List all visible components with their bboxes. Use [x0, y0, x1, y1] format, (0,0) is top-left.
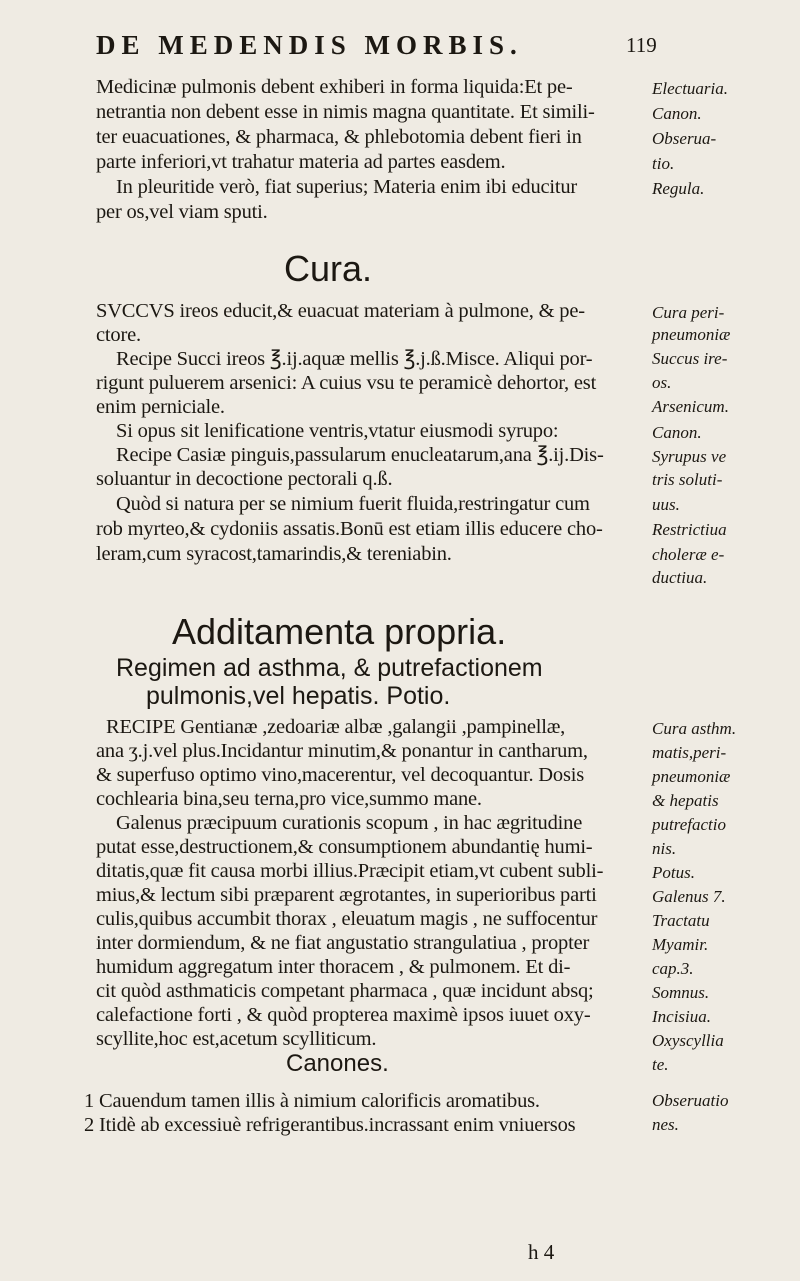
margin-note: Cura asthm. [652, 719, 737, 738]
margin-note: Galenus 7. [652, 887, 726, 906]
margin-note: Canon. [652, 423, 702, 442]
section-heading-cura: Cura. [284, 248, 373, 289]
body-line: SVCCVS ireos educit,& euacuat materiam à pulmone, & pe- [96, 300, 585, 322]
section-heading-additamenta: Additamenta propria. [172, 611, 507, 652]
body-line: parte inferiori,vt trahatur materia ad partes easdem. [96, 151, 506, 173]
body-line: soluantur in decoctione pectorali q.ß. [96, 468, 393, 490]
body-line: putat esse,destructionem,& consumptionem abundantię humi- [96, 836, 593, 858]
body-line: 2 Itidè ab excessiuè refrigerantibus.incrassant enim vniuersos [84, 1114, 576, 1136]
subheading-potio: pulmonis,vel hepatis. Potio. [146, 682, 451, 710]
margin-note: Succus ire- [652, 349, 728, 368]
body-line: Recipe Succi ireos ℥.ij.aquæ mellis ℥.j.ß.Misce. Aliqui por- [116, 348, 593, 370]
body-line: mius,& lectum sibi præparent ægrotantes, in superioribus parti [96, 884, 597, 906]
margin-note: Somnus. [652, 983, 710, 1002]
body-line: cit quòd asthmaticis competant pharmaca , quæ incidunt absq; [96, 980, 594, 1002]
margin-note: Regula. [652, 179, 705, 198]
body-line: Galenus præcipuum curationis scopum , in hac ægritudine [116, 812, 583, 834]
margin-note: Potus. [652, 863, 695, 882]
body-line: Recipe Casiæ pinguis,passularum enucleatarum,ana ℥.ij.Dis- [116, 444, 604, 466]
signature-mark: h 4 [528, 1240, 555, 1264]
margin-note: uus. [652, 495, 680, 514]
page-number: 119 [626, 33, 657, 57]
margin-note: cap.3. [652, 959, 694, 978]
body-line: enim perniciale. [96, 396, 225, 418]
body-line: rigunt puluerem arsenici: A cuius vsu te peramicè dehortor, est [96, 372, 597, 394]
margin-note: Tractatu [652, 911, 710, 930]
body-line: Quòd si natura per se nimium fuerit fluida,restringatur cum [116, 493, 590, 515]
body-line: & superfuso optimo vino,macerentur, vel decoquantur. Dosis [96, 764, 585, 786]
margin-note: pneumoniæ [652, 325, 731, 344]
body-line: rob myrteo,& cydoniis assatis.Bonū est etiam illis educere cho- [96, 518, 603, 540]
running-head: DE MEDENDIS MORBIS. [96, 30, 523, 60]
margin-note: nes. [652, 1115, 679, 1134]
body-line: per os,vel viam sputi. [96, 201, 268, 223]
body-line: Medicinæ pulmonis debent exhiberi in forma liquida:Et pe- [96, 76, 573, 98]
margin-note: Myamir. [652, 935, 709, 954]
body-line: ter euacuationes, & pharmaca, & phlebotomia debent fieri in [96, 126, 582, 148]
body-line: cochlearia bina,seu terna,pro vice,summo mane. [96, 788, 482, 810]
section-heading-canones: Canones. [286, 1050, 389, 1077]
body-line: calefactione forti , & quòd propterea maximè ipsos iuuet oxy- [96, 1004, 591, 1026]
margin-note: Electuaria. [652, 79, 729, 98]
margin-note: pneumoniæ [652, 767, 731, 786]
body-line: RECIPE Gentianæ ,zedoariæ albæ ,galangii ,pampinellæ, [106, 716, 566, 738]
margin-note: choleræ e- [652, 545, 725, 564]
body-line: 1 Cauendum tamen illis à nimium calorificis aromatibus. [84, 1090, 540, 1112]
body-line: humidum aggregatum inter thoracem , & pulmonem. Et di- [96, 956, 571, 978]
body-line: Si opus sit lenificatione ventris,vtatur eiusmodi syrupo: [116, 420, 559, 442]
margin-note: Oxyscyllia [652, 1031, 724, 1050]
margin-note: te. [652, 1055, 669, 1074]
body-line: leram,cum syracost,tamarindis,& tereniabin. [96, 543, 452, 565]
margin-note: Incisiua. [652, 1007, 712, 1026]
body-line: culis,quibus accumbit thorax , eleuatum magis , ne suffocentur [96, 908, 598, 930]
margin-note: os. [652, 373, 672, 392]
body-line: ditatis,quæ fit causa morbi illius.Præcipit etiam,vt cubent subli- [96, 860, 604, 882]
margin-note: Obserua- [652, 129, 717, 148]
body-line: scyllite,hoc est,acetum scylliticum. [96, 1028, 377, 1050]
margin-note: Canon. [652, 104, 702, 123]
margin-note: Restrictiua [652, 520, 727, 539]
margin-note: matis,peri- [652, 743, 727, 762]
subheading-regimen: Regimen ad asthma, & putrefactionem [116, 654, 543, 682]
body-line: inter dormiendum, & ne fiat angustatio strangulatiua , propter [96, 932, 590, 954]
body-line: ana ʒ.j.vel plus.Incidantur minutim,& ponantur in cantharum, [96, 740, 588, 762]
margin-note: tris soluti- [652, 470, 723, 489]
body-line: ctore. [96, 324, 141, 346]
margin-note: putrefactio [652, 815, 726, 834]
margin-note: ductiua. [652, 568, 708, 587]
margin-note: Arsenicum. [652, 397, 729, 416]
margin-note: Obseruatio [652, 1091, 729, 1110]
body-line: netrantia non debent esse in nimis magna quantitate. Et simili- [96, 101, 595, 123]
margin-note: nis. [652, 839, 677, 858]
margin-note: Syrupus ve [652, 447, 727, 466]
margin-note: Cura peri- [652, 303, 725, 322]
body-line: In pleuritide verò, fiat superius; Materia enim ibi educitur [116, 176, 578, 198]
margin-note: tio. [652, 154, 675, 173]
margin-note: & hepatis [652, 791, 719, 810]
